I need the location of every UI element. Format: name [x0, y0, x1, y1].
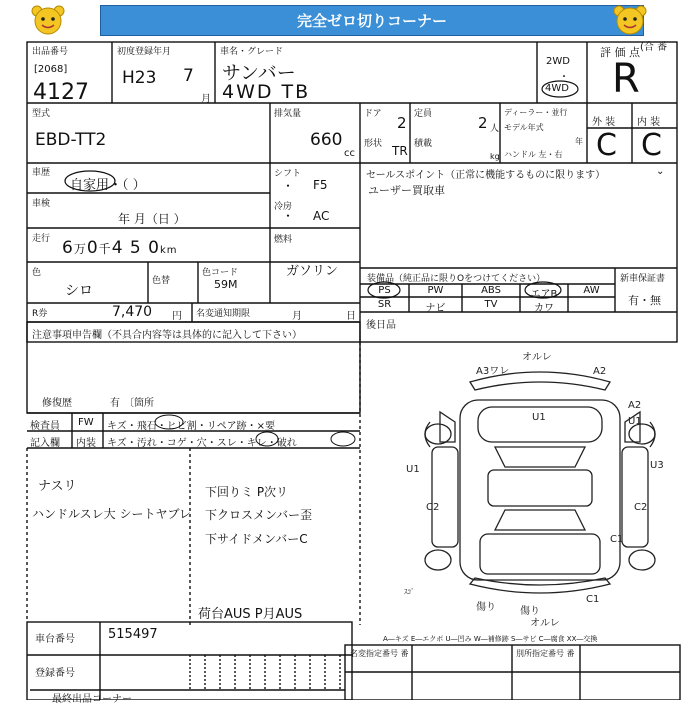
mark-c2-left: C2	[426, 502, 440, 513]
model-code-label: 型式	[32, 109, 51, 119]
displacement: 660	[310, 130, 343, 150]
lot-label: 出品番号	[32, 47, 69, 57]
reg-no-label: 登録番号	[35, 668, 75, 679]
reg-month: 7	[183, 66, 194, 86]
note-right-1: 下回りミ P次リ	[205, 485, 289, 499]
recycle-unit: 円	[172, 311, 182, 322]
mark-c2-right: C2	[634, 502, 648, 513]
fw-label: FW	[78, 417, 94, 428]
note-right-2: 下クロスメンバー歪	[205, 508, 313, 522]
fuel-label: 燃料	[274, 235, 293, 245]
load-label: 積載	[414, 139, 433, 149]
equipment-item: TV	[484, 299, 498, 310]
model-grade-label: 車名・グレード	[220, 47, 284, 57]
mark-u3: U3	[650, 460, 664, 471]
equipment-item: SR	[377, 299, 392, 310]
shape-label: 形状	[364, 139, 383, 149]
displacement-unit: cc	[344, 148, 355, 159]
mark-a2-front: A2	[593, 366, 607, 377]
note-right-3: 下サイドメンバーC	[205, 532, 308, 546]
inspector-label: 検査員	[30, 421, 60, 432]
color: シロ	[65, 283, 93, 299]
name-change-month: 月	[292, 311, 302, 322]
shaken-label: 車検	[32, 199, 51, 209]
defect-legend: A―キズ E―エクボ U―凹み W―補修跡 S―サビ C―腐食 XX―交換	[383, 635, 598, 643]
shift-label: シフト	[274, 169, 302, 179]
mark-rear-c1: C1	[586, 594, 600, 605]
color-code-label: 色コード	[202, 268, 239, 278]
mileage-label: 走行	[32, 234, 51, 244]
car-grade: 4WD TB	[222, 81, 311, 103]
equipment-label: 装備品（純正品に限りOをつけてください）	[367, 274, 546, 284]
color-label: 色	[32, 268, 42, 278]
arrival-label: 後日品	[366, 320, 396, 331]
mark-front: オルレ	[522, 352, 552, 363]
handle-label: ハンドル 左・右	[504, 150, 563, 159]
mark-u1-right: U1	[628, 416, 642, 427]
name-change-day: 日	[346, 311, 356, 322]
model-code: EBD-TT2	[35, 130, 107, 150]
separate-doc-label: 別所指定番号 番	[516, 649, 575, 658]
eval-score: R	[612, 56, 640, 102]
sales-point-label: セールスポイント（正常に機能するものに限ります）	[366, 170, 606, 181]
equipment-item: AW	[583, 285, 600, 296]
recycle-label: R券	[32, 309, 48, 319]
capacity: 2	[478, 114, 488, 132]
equipment-grid	[360, 284, 615, 312]
color-code: 59M	[214, 278, 238, 291]
model-year-unit: 年	[575, 137, 583, 146]
door-label: ドア	[364, 109, 382, 119]
mirror-label: ｽｺﾞ	[404, 588, 415, 596]
evaluation-label: 評 価 点	[600, 46, 640, 59]
entry-label: 記入欄	[30, 438, 60, 449]
mileage: 6万0千4 5 0km	[62, 238, 178, 258]
color-change-label: 色替	[152, 276, 171, 286]
capacity-unit: 人	[490, 124, 500, 134]
shift: F5	[313, 178, 328, 192]
note-left-1: ナスリ	[38, 479, 77, 494]
shaken: 年 月（日 ）	[118, 212, 186, 226]
warranty-options: 有・無	[628, 294, 661, 307]
recycle-amount: 7,470	[112, 304, 153, 320]
aircon-prefix: ・	[282, 209, 295, 223]
top-right-fragment: (合 番	[640, 42, 668, 53]
name-change-label: 名変通知期限	[196, 309, 251, 319]
displacement-label: 排気量	[274, 109, 302, 119]
doors: 2	[397, 114, 407, 132]
exterior-grade: C	[596, 128, 617, 163]
capacity-label: 定員	[414, 109, 433, 119]
fuel: ガソリン	[286, 264, 339, 279]
defects-row1: キズ・飛石・ヒビ割・リペア跡・×要	[107, 421, 275, 432]
drive-dot: ・	[559, 72, 569, 83]
first-reg-label: 初度登録年月	[117, 47, 172, 57]
warranty-label: 新車保証書	[620, 274, 666, 284]
mark-u1-hood: U1	[532, 412, 546, 423]
drive-2wd: 2WD	[546, 56, 570, 67]
note-left-2: ハンドルスレ大 シートヤブレ	[32, 507, 191, 521]
chassis-label: 車台番号	[35, 634, 75, 645]
mark-u1-left: U1	[406, 464, 420, 475]
equipment-item: エアB	[530, 289, 558, 300]
load-unit: kg	[490, 152, 500, 161]
shape: TR	[392, 144, 408, 158]
ownership: 自家用・（ ）	[70, 178, 146, 193]
equipment-item: カワ	[534, 303, 554, 314]
exterior-label: 外 装	[592, 117, 616, 128]
lot-number: 4127	[33, 80, 89, 105]
sales-chevron-icon: ⌄	[656, 166, 665, 177]
lot-code: [2068]	[34, 64, 68, 75]
interior-grade: C	[641, 128, 662, 163]
interior-label: 内 装	[637, 117, 661, 128]
interior-short-label: 内装	[76, 438, 96, 449]
repair-location-label: 〔箇所	[124, 398, 154, 409]
mark-a2-right: A2	[628, 400, 642, 411]
chassis-no: 515497	[108, 627, 158, 642]
drive-4wd: 4WD	[545, 83, 569, 94]
mark-c1: C1	[610, 534, 624, 545]
mark-rear: オルレ	[530, 618, 560, 629]
ownership-label: 車歴	[32, 168, 51, 178]
mark-a3: A3ワレ	[476, 366, 510, 377]
car-diagram	[400, 352, 680, 632]
defects-row2: キズ・汚れ・コゲ・穴・スレ・キレ・破れ	[107, 438, 297, 449]
notes-header: 注意事項申告欄（不具合内容等は具体的に記入して下さい）	[32, 330, 302, 341]
sales-point-text: ユーザー買取車	[368, 184, 445, 197]
note-bottom: 荷台AUS P月AUS	[198, 607, 303, 622]
repair-history-label: 修復歴	[42, 398, 72, 409]
car-name: サンバー	[222, 62, 296, 84]
equipment-item: ナビ	[425, 303, 446, 314]
equipment-item: PW	[427, 285, 444, 296]
model-year-label: モデル年式	[504, 123, 544, 132]
reg-month-unit: 月	[201, 94, 211, 105]
bottom-row-label: 最終出品コーナー	[52, 694, 132, 705]
dealer-label: ディーラー・並行	[504, 108, 568, 117]
equipment-item: ABS	[481, 285, 501, 296]
name-change-reg-label: 名変指定番号 番	[350, 649, 409, 658]
shift-prefix: ・	[282, 179, 295, 193]
mark-rear-mid: 傷り	[520, 606, 540, 617]
repair-has: 有	[110, 398, 120, 409]
equipment-item: PS	[378, 285, 391, 296]
aircon: AC	[313, 209, 330, 223]
aircon-label: 冷房	[274, 202, 293, 212]
reg-year: H23	[122, 68, 157, 88]
mark-rear-left: 傷り	[476, 602, 496, 613]
banner-title: 完全ゼロ切りコーナー	[296, 12, 447, 30]
